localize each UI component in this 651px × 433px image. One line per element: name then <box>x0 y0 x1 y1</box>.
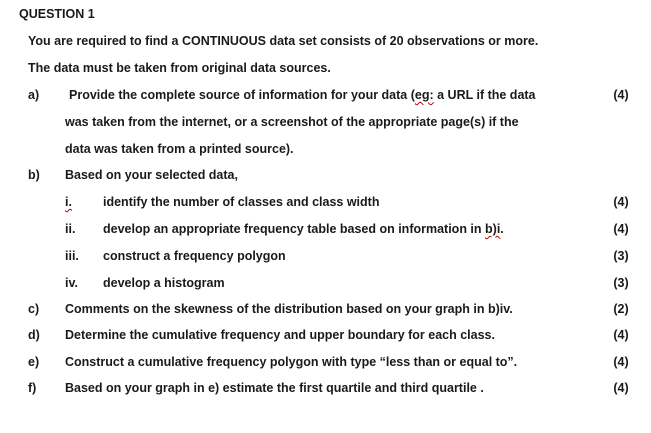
question-d-label: d) <box>28 328 40 342</box>
question-a-line-1 <box>69 87 536 103</box>
spellcheck-flag-bi: b)i <box>485 222 501 236</box>
question-b-iv-label: iv. <box>65 276 78 290</box>
intro-line-1: You are required to find a CONTINUOUS data set consists of 20 observations or more. <box>28 34 539 48</box>
question-b-text: Based on your selected data, <box>65 168 238 182</box>
question-a-line-3: data was taken from a printed source). <box>65 142 294 156</box>
question-b-iii-label: iii. <box>65 249 79 263</box>
question-b-ii-text <box>103 221 504 237</box>
question-f-marks: (4) <box>613 381 629 395</box>
question-c-text: Comments on the skewness of the distribution based on your graph in b)iv. <box>65 302 513 316</box>
question-b-iv-marks: (3) <box>613 276 629 290</box>
question-a-line-2: was taken from the internet, or a screenshot of the appropriate page(s) if the <box>65 115 519 129</box>
question-b-iii-text: construct a frequency polygon <box>103 249 286 263</box>
question-b-ii-text-end: . <box>500 222 504 236</box>
question-b-ii-text-start: develop an appropriate frequency table based on information in <box>103 222 486 236</box>
question-a-line-1-end: a URL if the data <box>433 88 536 102</box>
question-f-label: f) <box>28 381 37 395</box>
question-b-label: b) <box>28 168 40 182</box>
question-d-text: Determine the cumulative frequency and upper boundary for each class. <box>65 328 495 342</box>
question-e-label: e) <box>28 355 40 369</box>
question-b-ii-marks: (4) <box>613 222 629 236</box>
question-a-label: a) <box>28 88 40 102</box>
question-f-text: Based on your graph in e) estimate the first quartile and third quartile . <box>65 381 484 395</box>
question-a-line-1-start: Provide the complete source of information for your data ( <box>69 88 415 102</box>
question-a-marks: (4) <box>613 88 629 102</box>
question-e-text: Construct a cumulative frequency polygon with type “less than or equal to”. <box>65 355 518 369</box>
question-b-ii-label: ii. <box>65 222 76 236</box>
question-e-marks: (4) <box>613 355 629 369</box>
question-d-marks: (4) <box>613 328 629 342</box>
question-b-iii-marks: (3) <box>613 249 629 263</box>
question-b-i-text: identify the number of classes and class width <box>103 195 380 209</box>
question-b-i-marks: (4) <box>613 195 629 209</box>
question-b-i-label: i. <box>65 195 72 209</box>
question-b-iv-text: develop a histogram <box>103 276 225 290</box>
intro-line-2: The data must be taken from original data sources. <box>28 61 331 75</box>
spellcheck-flag-eg: eg: <box>414 88 434 102</box>
question-c-marks: (2) <box>613 302 629 316</box>
question-heading: QUESTION 1 <box>19 7 95 21</box>
question-c-label: c) <box>28 302 40 316</box>
